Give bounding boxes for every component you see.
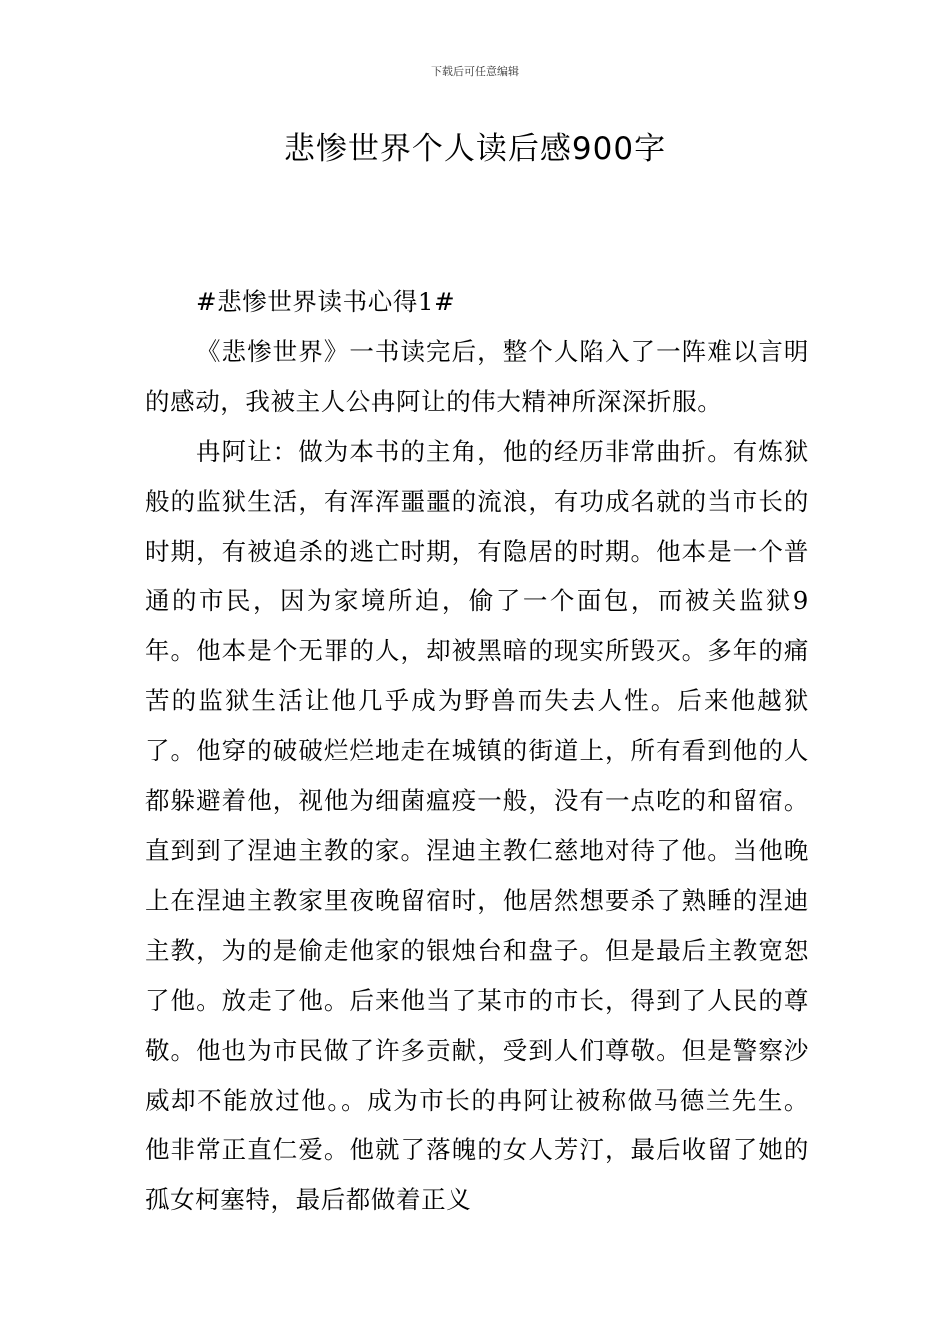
section-heading: #悲惨世界读书心得1#	[196, 287, 456, 316]
paragraph-main: 冉阿让：做为本书的主角，他的经历非常曲折。有炼狱般的监狱生活，有浑浑噩噩的流浪，有功成名就的当市长的时期，有被追杀的逃亡时期，有隐居的时期。他本是一个普通的市民，因为家境所迫，偷了一个面包，而被关监狱9年。他本是个无罪的人，却被黑暗的现实所毁灭。多年的痛苦的监狱生活让他几乎成为野兽而失去人性。后来他越狱了。他穿的破破烂烂地走在城镇的街道上，所有看到他的人都躲避着他，视他为细菌瘟疫一般，没有一点吃的和留宿。直到到了涅迪主教的家。涅迪主教仁慈地对待了他。当他晚上在涅迪主教家里夜晚留宿时，他居然想要杀了熟睡的涅迪主教，为的是偷走他家的银烛台和盘子。但是最后主教宽恕了他。放走了他。后来他当了某市的市长，得到了人民的尊敬。他也为市民做了许多贡献，受到人们尊敬。但是警察沙威却不能放过他。。成为市长的冉阿让被称做马德兰先生。他非常正直仁爱。他就了落魄的女人芳汀，最后收留了她的孤女柯塞特，最后都做着正义	[145, 436, 809, 1215]
header-note: 下载后可任意编辑	[431, 65, 519, 78]
document-title: 悲惨世界个人读后感900字	[283, 131, 667, 167]
paragraph-intro: 《悲惨世界》一书读完后，整个人陷入了一阵难以言明的感动，我被主人公冉阿让的伟大精神所深深折服。	[145, 336, 809, 416]
document-body	[145, 277, 809, 1225]
